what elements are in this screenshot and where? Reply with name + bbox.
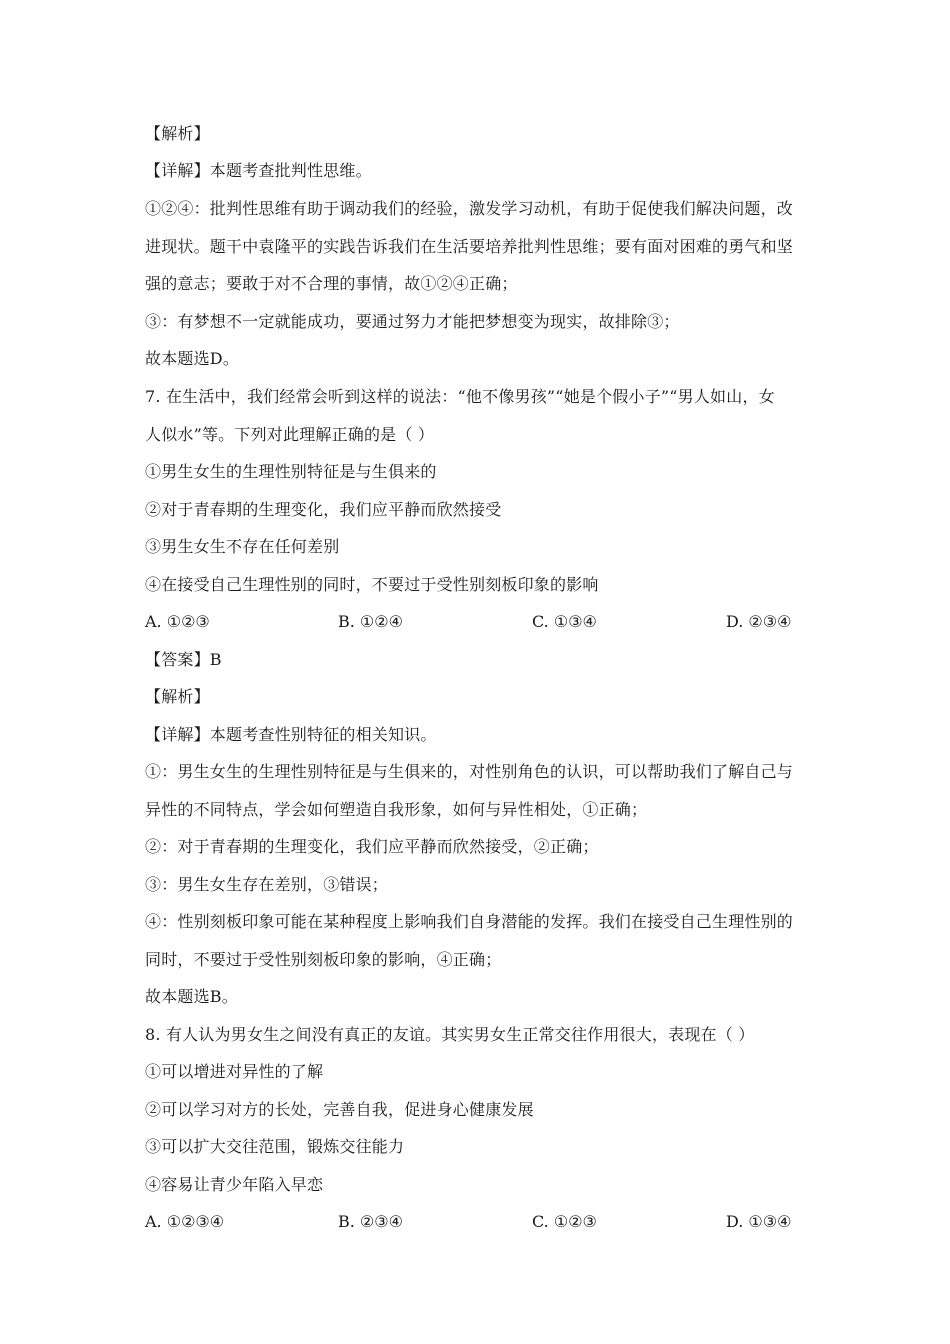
paragraph-line: 同时，不要过于受性别刻板印象的影响，④正确；	[145, 950, 502, 969]
option-b: B. ①②④	[338, 612, 403, 631]
paragraph-line: ②：对于青春期的生理变化，我们应平静而欣然接受，②正确；	[145, 837, 599, 856]
paragraph-line: ①②④：批判性思维有助于调动我们的经验，激发学习动机，有助于促使我们解决问题，改	[145, 199, 794, 218]
statement-item: ③可以扩大交往范围，锻炼交往能力	[145, 1137, 405, 1156]
conclusion: 故本题选B。	[145, 987, 238, 1006]
paragraph-line: 进现状。题干中袁隆平的实践告诉我们在生活要培养批判性思维；要有面对困难的勇气和坚	[145, 237, 794, 256]
statement-item: ②对于青春期的生理变化，我们应平静而欣然接受	[145, 500, 502, 519]
detail-heading: 【详解】本题考查批判性思维。	[145, 161, 372, 180]
statement-item: ①可以增进对异性的了解	[145, 1062, 324, 1081]
statement-item: ①男生女生的生理性别特征是与生俱来的	[145, 462, 437, 481]
option-a: A. ①②③	[145, 612, 210, 631]
option-d: D. ②③④	[726, 612, 792, 631]
statement-item: ③男生女生不存在任何差别	[145, 537, 340, 556]
statement-item: ④容易让青少年陷入早恋	[145, 1175, 324, 1194]
option-b: B. ②③④	[338, 1212, 403, 1231]
question-stem: 8. 有人认为男女生之间没有真正的友谊。其实男女生正常交往作用很大，表现在（ ）	[145, 1025, 755, 1044]
option-c: C. ①③④	[532, 612, 597, 631]
paragraph-line: ①：男生女生的生理性别特征是与生俱来的，对性别角色的认识，可以帮助我们了解自己与	[145, 762, 794, 781]
analysis-heading: 【解析】	[145, 124, 210, 143]
detail-heading: 【详解】本题考查性别特征的相关知识。	[145, 725, 437, 744]
paragraph-line: ④：性别刻板印象可能在某种程度上影响我们自身潜能的发挥。我们在接受自己生理性别的	[145, 912, 794, 931]
answer: 【答案】B	[145, 650, 222, 669]
option-c: C. ①②③	[532, 1212, 597, 1231]
paragraph-line: 强的意志；要敢于对不合理的事情，故①②④正确；	[145, 274, 518, 293]
paragraph-line: ③：男生女生存在差别，③错误；	[145, 875, 389, 894]
question-stem: 人似水”等。下列对此理解正确的是（ ）	[145, 425, 435, 444]
analysis-heading: 【解析】	[145, 687, 210, 706]
option-d: D. ①③④	[726, 1212, 792, 1231]
paragraph-line: 异性的不同特点，学会如何塑造自我形象，如何与异性相处，①正确；	[145, 800, 648, 819]
option-a: A. ①②③④	[145, 1212, 225, 1231]
question-stem: 7. 在生活中，我们经常会听到这样的说法：“他不像男孩”“她是个假小子”“男人如山，女	[145, 387, 775, 406]
conclusion: 故本题选D。	[145, 349, 240, 368]
statement-item: ②可以学习对方的长处，完善自我，促进身心健康发展	[145, 1100, 534, 1119]
statement-item: ④在接受自己生理性别的同时，不要过于受性别刻板印象的影响	[145, 575, 599, 594]
paragraph-line: ③：有梦想不一定就能成功，要通过努力才能把梦想变为现实，故排除③；	[145, 312, 680, 331]
